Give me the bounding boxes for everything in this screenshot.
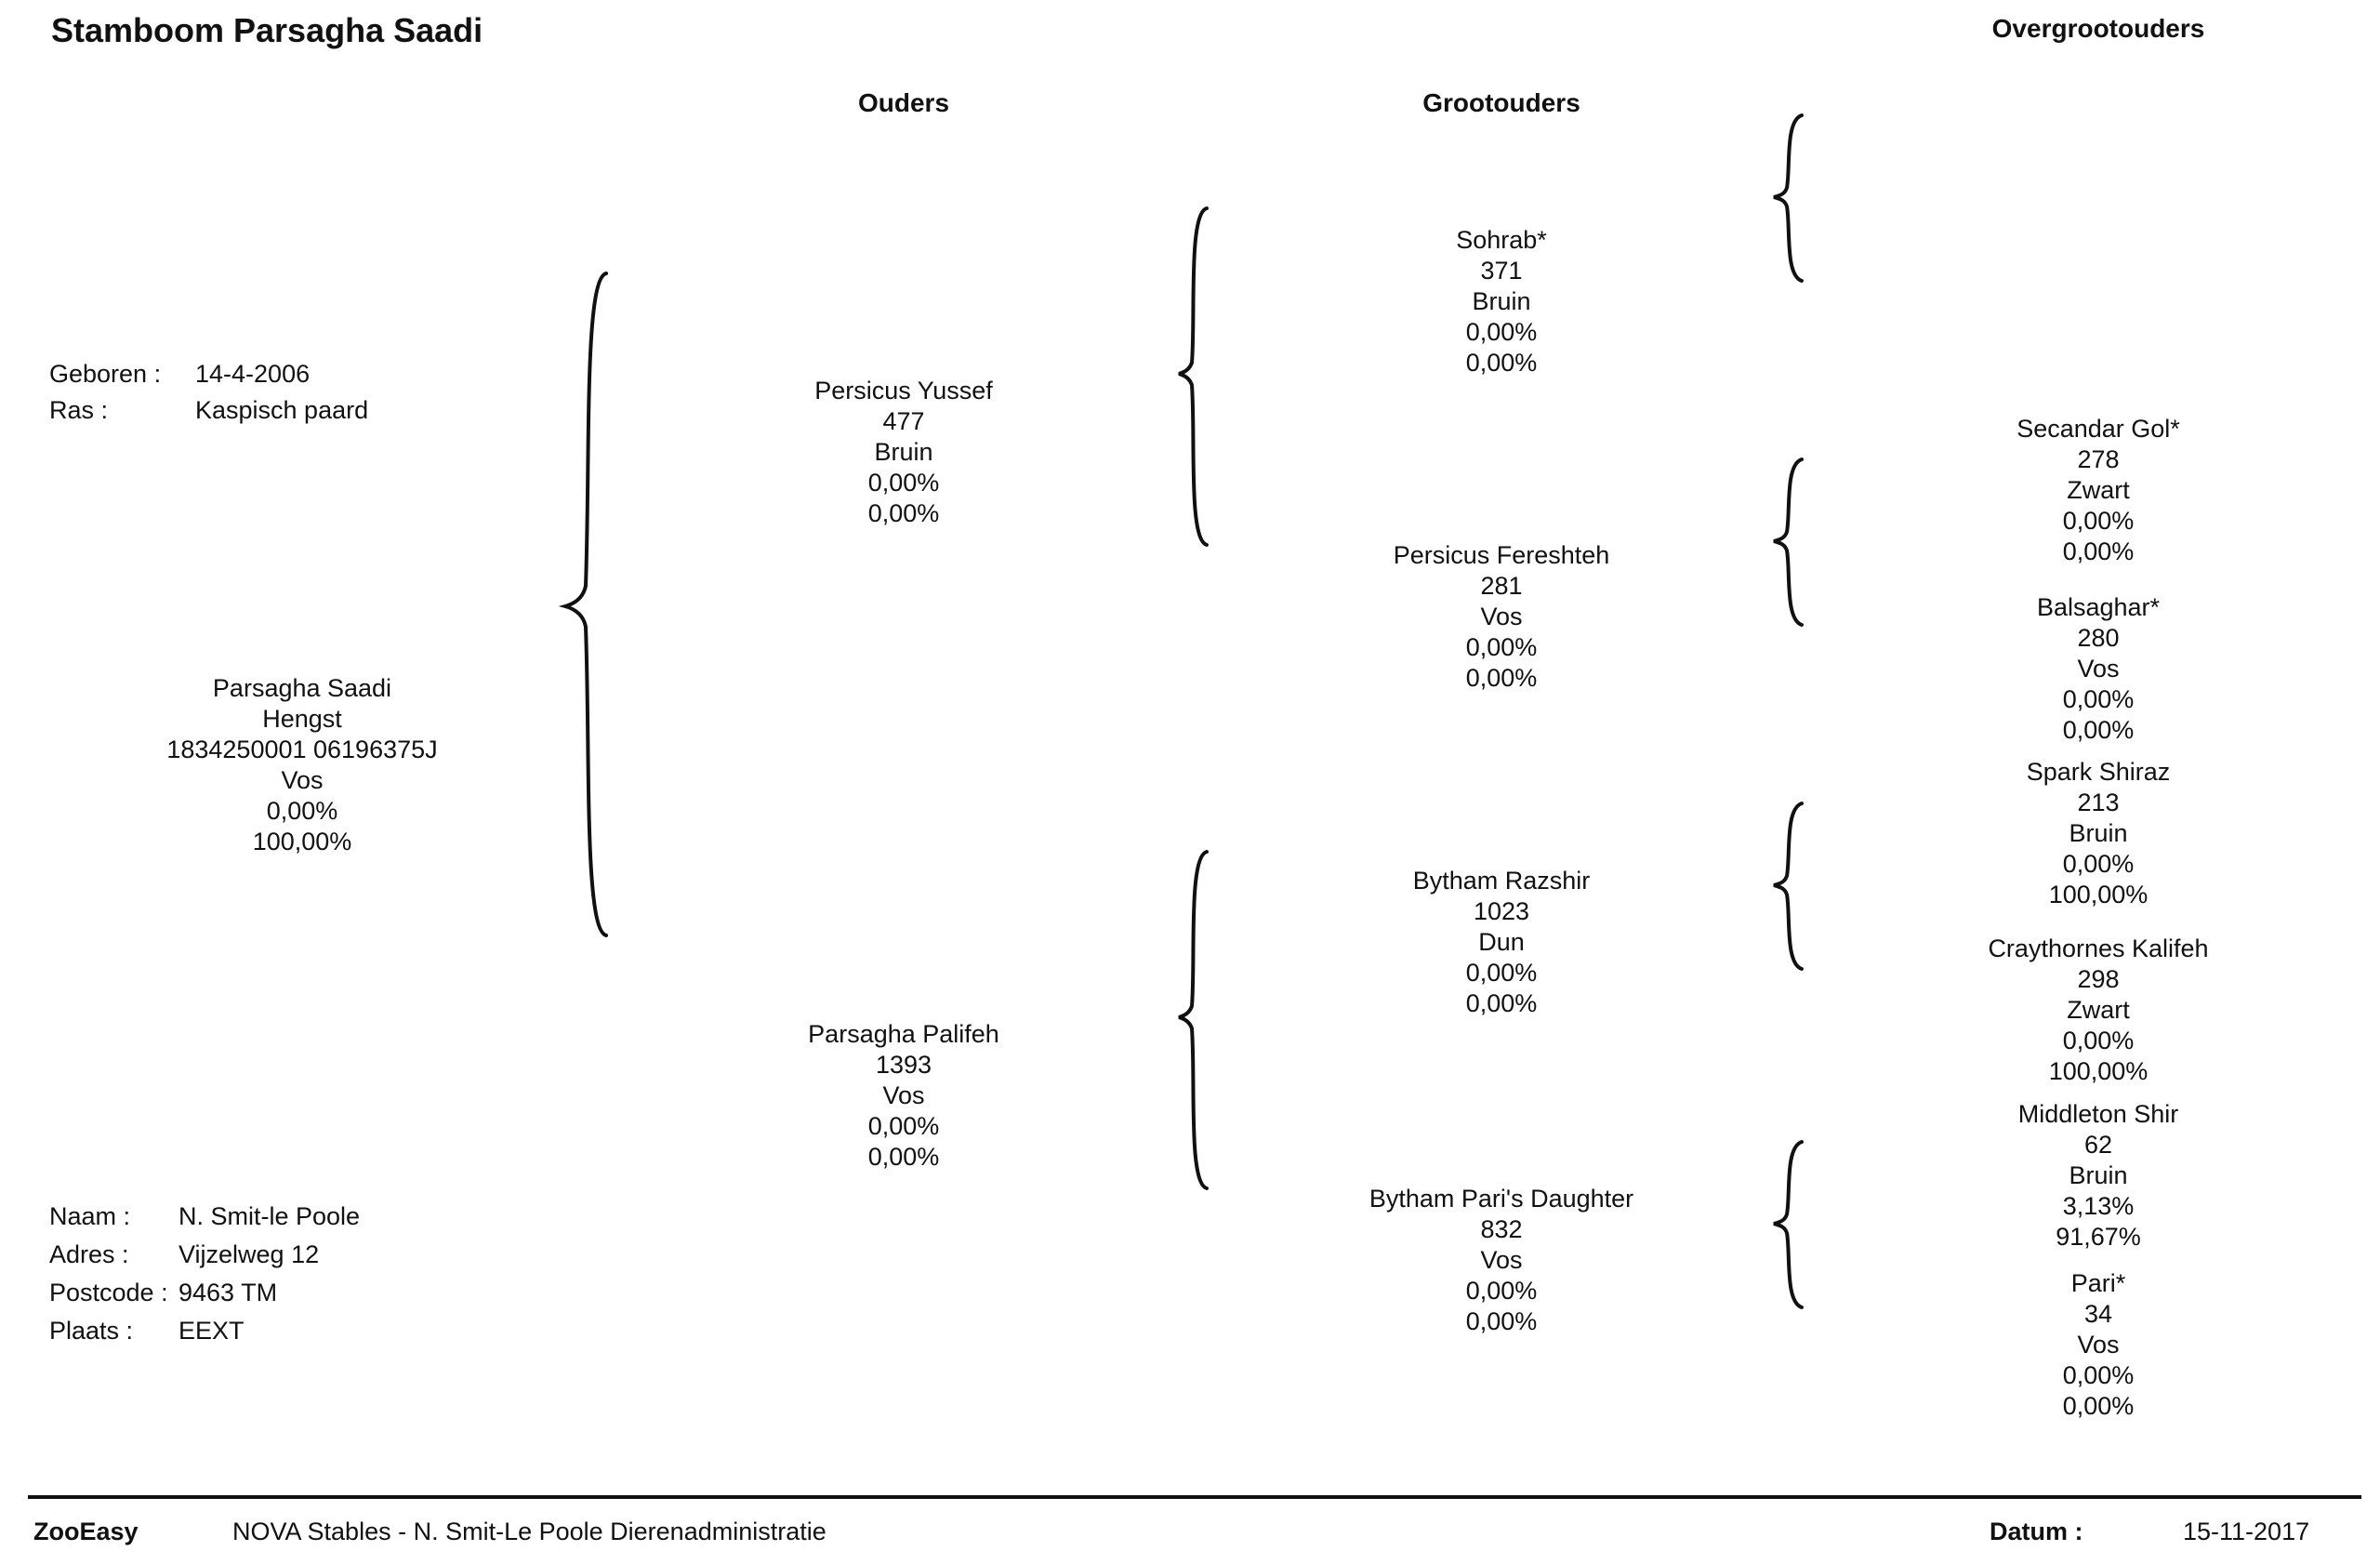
animal-name: Bytham Razshir bbox=[1412, 867, 1591, 895]
animal-pct1: 0,00% bbox=[2062, 1027, 2135, 1054]
animal-color: Bruin bbox=[2069, 819, 2128, 847]
column-header-great-grandparents: Overgrootouders bbox=[1991, 14, 2205, 43]
animal-name: Parsagha Palifeh bbox=[808, 1020, 999, 1048]
great-grandparent-1 bbox=[1866, 414, 2331, 567]
grandparent-3 bbox=[1269, 866, 1734, 1019]
animal-color: Dun bbox=[1478, 928, 1525, 956]
animal-color: Zwart bbox=[2067, 476, 2130, 504]
breed-label: Ras : bbox=[49, 396, 109, 424]
animal-pct2: 100,00% bbox=[2048, 881, 2149, 908]
parent-sire bbox=[671, 376, 1136, 529]
animal-pct2: 0,00% bbox=[2062, 537, 2135, 565]
great-grandparent-6 bbox=[1866, 1268, 2331, 1422]
grandparent-4 bbox=[1269, 1184, 1734, 1337]
animal-pct2: 0,00% bbox=[867, 499, 940, 527]
animal-name: Persicus Yussef bbox=[814, 377, 993, 404]
owner-name-label: Naam : bbox=[49, 1202, 131, 1230]
animal-number: 280 bbox=[2077, 624, 2120, 652]
owner-city-value: EEXT bbox=[178, 1317, 245, 1345]
owner-name-value: N. Smit-le Poole bbox=[178, 1202, 361, 1230]
animal-number: 278 bbox=[2077, 445, 2120, 473]
animal-color: Vos bbox=[1480, 603, 1523, 630]
great-grandparent-2 bbox=[1866, 592, 2331, 746]
grandparent-1 bbox=[1269, 225, 1734, 378]
animal-number: 34 bbox=[2083, 1300, 2113, 1328]
animal-number: 213 bbox=[2077, 789, 2120, 816]
animal-name: Middleton Shir bbox=[2017, 1100, 2179, 1128]
subject-sex: Hengst bbox=[262, 705, 342, 733]
animal-name: Bytham Pari's Daughter bbox=[1368, 1185, 1634, 1213]
great-grandparent-4 bbox=[1866, 934, 2331, 1087]
subject-color: Vos bbox=[281, 766, 324, 794]
owner-postcode-value: 9463 TM bbox=[178, 1279, 278, 1306]
animal-number: 298 bbox=[2077, 965, 2120, 993]
breed-value: Kaspisch paard bbox=[195, 396, 369, 424]
footer-organization: NOVA Stables - N. Smit-Le Poole Dierenadministratie bbox=[232, 1518, 826, 1545]
footer-app-name: ZooEasy bbox=[33, 1518, 139, 1545]
animal-pct1: 0,00% bbox=[2062, 1361, 2135, 1389]
animal-pct1: 0,00% bbox=[1465, 633, 1538, 661]
animal-color: Vos bbox=[1480, 1246, 1523, 1274]
animal-pct2: 91,67% bbox=[2056, 1223, 2141, 1251]
great-grandparent-3 bbox=[1866, 757, 2331, 910]
subject-chip: 1834250001 06196375J bbox=[166, 736, 438, 763]
animal-pct1: 0,00% bbox=[2062, 507, 2135, 535]
owner-address-value: Vijzelweg 12 bbox=[178, 1240, 320, 1268]
parent-dam bbox=[671, 1019, 1136, 1173]
animal-pct1: 0,00% bbox=[867, 1112, 940, 1140]
footer-date-label: Datum : bbox=[1990, 1518, 2083, 1545]
animal-name: Craythornes Kalifeh bbox=[1988, 935, 2209, 962]
subject-name: Parsagha Saadi bbox=[212, 674, 392, 702]
brace-dam bbox=[1171, 848, 1218, 1192]
animal-pct1: 0,00% bbox=[2062, 685, 2135, 713]
brace-sire bbox=[1171, 205, 1218, 549]
animal-pct1: 0,00% bbox=[1465, 959, 1538, 987]
brace-subject bbox=[558, 270, 614, 939]
animal-number: 62 bbox=[2083, 1131, 2113, 1159]
born-label: Geboren : bbox=[49, 360, 162, 388]
animal-pct2: 0,00% bbox=[1465, 989, 1538, 1017]
animal-pct2: 0,00% bbox=[1465, 1307, 1538, 1335]
animal-color: Vos bbox=[882, 1081, 925, 1109]
animal-color: Vos bbox=[2077, 1331, 2120, 1359]
animal-name: Sohrab* bbox=[1456, 226, 1547, 254]
animal-pct1: 0,00% bbox=[1465, 1277, 1538, 1305]
animal-color: Zwart bbox=[2067, 996, 2130, 1024]
brace-grandparent-4 bbox=[1766, 1138, 1813, 1315]
owner-postcode-label: Postcode : bbox=[49, 1279, 168, 1306]
animal-color: Bruin bbox=[2069, 1161, 2128, 1189]
animal-color: Vos bbox=[2077, 655, 2120, 683]
animal-color: Bruin bbox=[1472, 287, 1531, 315]
great-grandparent-5 bbox=[1866, 1099, 2331, 1253]
animal-pct2: 0,00% bbox=[867, 1143, 940, 1171]
animal-pct2: 0,00% bbox=[2062, 1392, 2135, 1420]
column-header-parents: Ouders bbox=[857, 88, 950, 117]
animal-pct2: 0,00% bbox=[1465, 349, 1538, 377]
animal-number: 1393 bbox=[875, 1051, 932, 1079]
owner-city-label: Plaats : bbox=[49, 1317, 134, 1345]
animal-pct2: 0,00% bbox=[2062, 716, 2135, 744]
animal-number: 281 bbox=[1480, 572, 1523, 600]
animal-name: Pari* bbox=[2070, 1269, 2126, 1297]
animal-pct1: 0,00% bbox=[867, 469, 940, 497]
animal-number: 371 bbox=[1480, 257, 1523, 285]
brace-grandparent-2 bbox=[1766, 456, 1813, 632]
animal-pct2: 100,00% bbox=[2048, 1057, 2149, 1085]
animal-number: 832 bbox=[1480, 1215, 1523, 1243]
animal-name: Persicus Fereshteh bbox=[1393, 541, 1610, 569]
animal-name: Spark Shiraz bbox=[2026, 758, 2171, 786]
subject-animal bbox=[70, 673, 535, 857]
animal-name: Balsaghar* bbox=[2036, 593, 2161, 621]
subject-pct2: 100,00% bbox=[252, 828, 352, 855]
animal-color: Bruin bbox=[874, 438, 933, 466]
animal-number: 1023 bbox=[1473, 897, 1530, 925]
footer-divider bbox=[28, 1495, 2361, 1499]
animal-pct1: 3,13% bbox=[2062, 1192, 2135, 1220]
footer-date-value: 15-11-2017 bbox=[2183, 1518, 2310, 1545]
animal-pct1: 0,00% bbox=[1465, 318, 1538, 346]
animal-pct1: 0,00% bbox=[2062, 850, 2135, 878]
owner-address-label: Adres : bbox=[49, 1240, 129, 1268]
page-title: Stamboom Parsagha Saadi bbox=[51, 11, 483, 49]
brace-grandparent-3 bbox=[1766, 800, 1813, 976]
animal-pct2: 0,00% bbox=[1465, 664, 1538, 692]
column-header-grandparents: Grootouders bbox=[1422, 88, 1580, 117]
grandparent-2 bbox=[1269, 540, 1734, 694]
animal-name: Secandar Gol* bbox=[2016, 415, 2180, 443]
animal-number: 477 bbox=[882, 407, 925, 435]
born-value: 14-4-2006 bbox=[195, 360, 311, 388]
brace-grandparent-1 bbox=[1766, 112, 1813, 288]
subject-pct1: 0,00% bbox=[266, 797, 338, 825]
